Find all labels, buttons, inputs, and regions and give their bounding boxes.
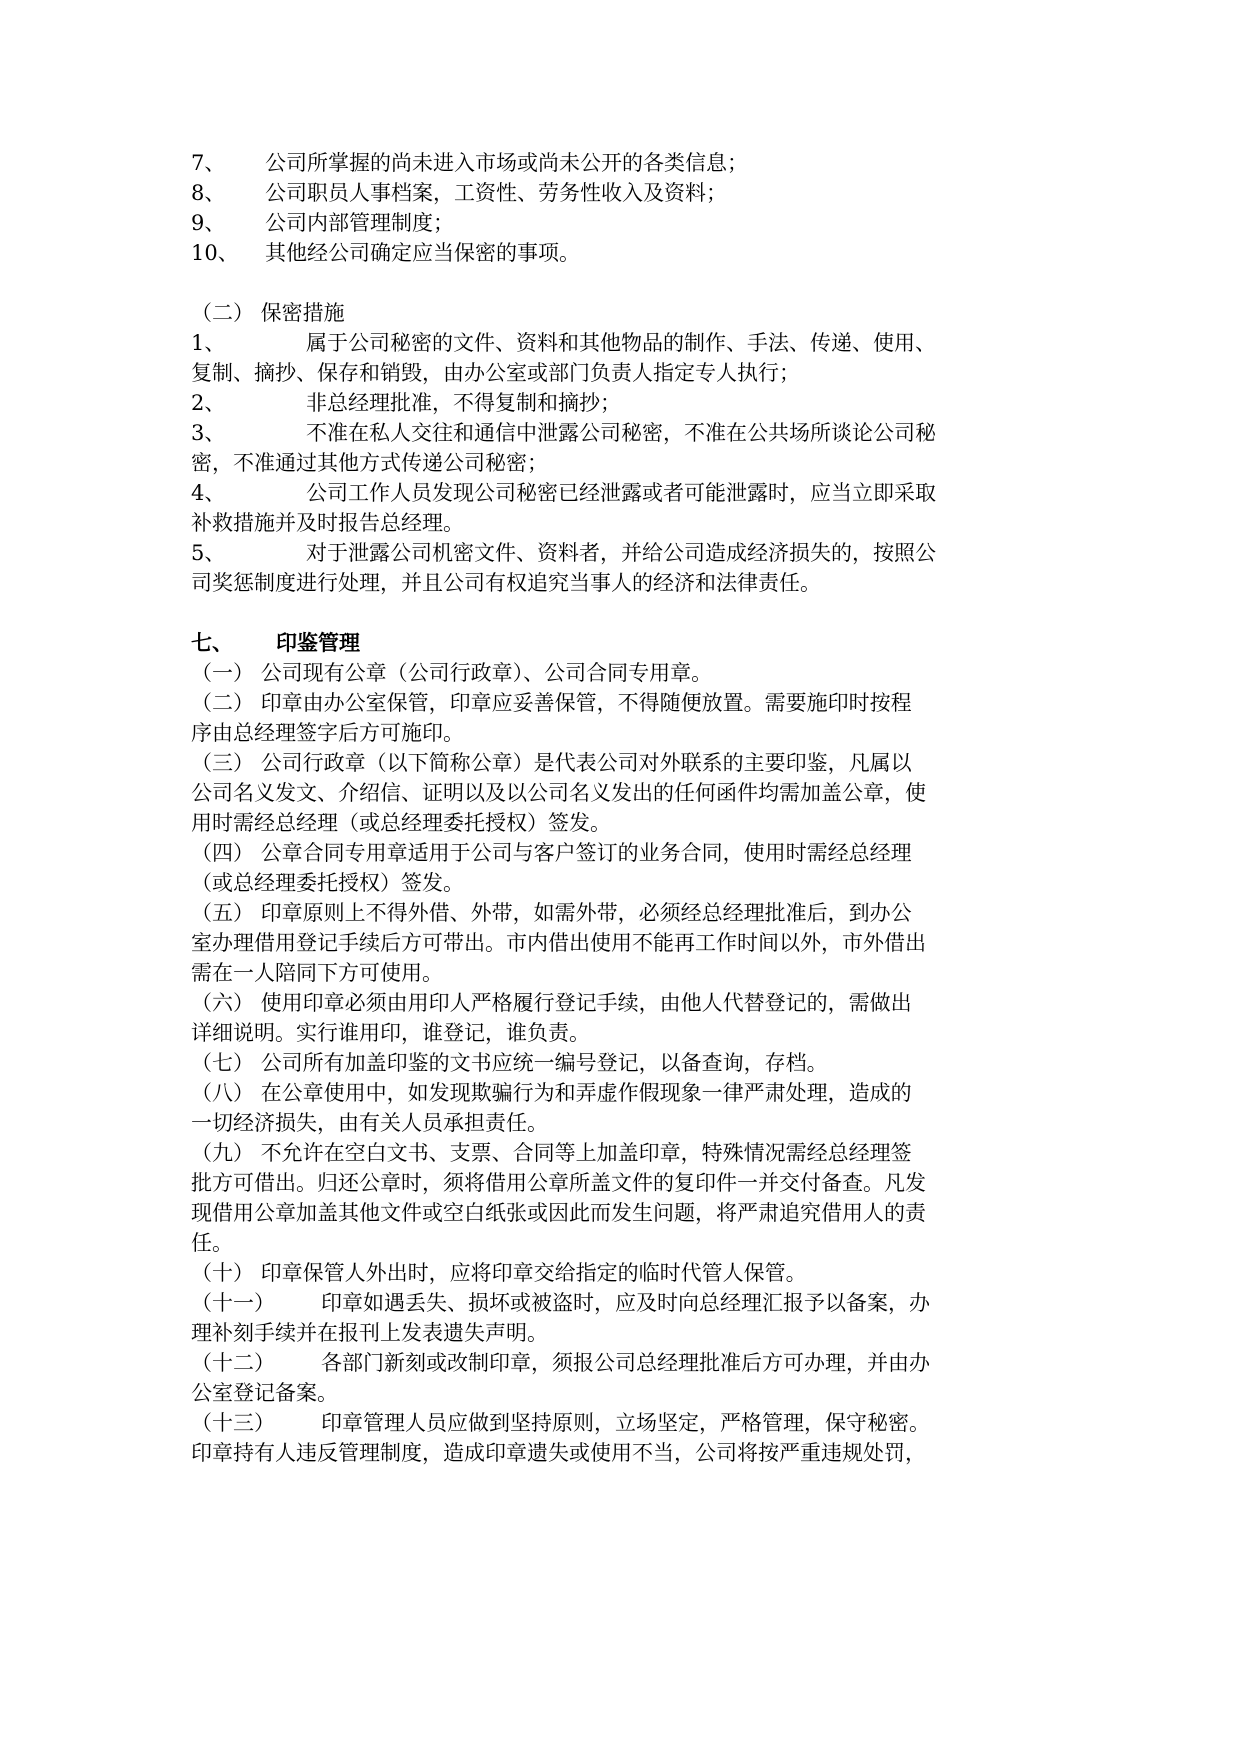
measure-item-number: 1、 xyxy=(191,331,226,355)
measure-item-2-line-1 xyxy=(191,388,1051,418)
list-item-text: 公司内部管理制度； xyxy=(265,211,454,235)
list-item xyxy=(191,148,1051,178)
list-item-number: 8、 xyxy=(191,181,226,205)
measure-item-text: 不准在私人交往和通信中泄露公司秘密，不准在公共场所谈论公司秘 xyxy=(306,421,936,445)
seal-item-number: （十一） xyxy=(191,1291,275,1315)
seal-item-number: （十二） xyxy=(191,1351,275,1375)
seal-paragraph-line: 用时需经总经理（或总经理委托授权）签发。 xyxy=(191,811,611,835)
subsection-heading: （二） 保密措施 xyxy=(191,301,345,325)
seal-paragraph-line: 现借用公章加盖其他文件或空白纸张或因此而发生问题，将严肃追究借用人的责 xyxy=(191,1201,926,1225)
seal-paragraph-line: （四） 公章合同专用章适用于公司与客户签订的业务合同，使用时需经总经理 xyxy=(191,841,912,865)
measure-item-4-line-2: 补救措施并及时报告总经理。 xyxy=(191,511,464,535)
seal-paragraph-line: （一） 公司现有公章（公司行政章）、公司合同专用章。 xyxy=(191,661,713,685)
seal-paragraph-line: 序由总经理签字后方可施印。 xyxy=(191,721,464,745)
section-heading xyxy=(191,628,1051,658)
list-item-number: 7、 xyxy=(191,151,226,175)
seal-item-text: 印章管理人员应做到坚持原则，立场坚定，严格管理，保守秘密。 xyxy=(321,1411,930,1435)
seal-paragraph-line: （或总经理委托授权）签发。 xyxy=(191,871,464,895)
seal-paragraph-line: 一切经济损失，由有关人员承担责任。 xyxy=(191,1111,548,1135)
seal-paragraph-line: （三） 公司行政章（以下简称公章）是代表公司对外联系的主要印鉴，凡属以 xyxy=(191,751,912,775)
measure-item-3-line-2: 密，不准通过其他方式传递公司秘密； xyxy=(191,451,548,475)
measure-item-text: 非总经理批准，不得复制和摘抄； xyxy=(306,391,621,415)
seal-paragraph-line: （二） 印章由办公室保管，印章应妥善保管，不得随便放置。需要施印时按程 xyxy=(191,691,912,715)
seal-numbered-line: 理补刻手续并在报刊上发表遗失声明。 xyxy=(191,1321,548,1345)
seal-paragraph-line: （七） 公司所有加盖印鉴的文书应统一编号登记，以备查询，存档。 xyxy=(191,1051,828,1075)
seal-numbered-line xyxy=(191,1408,1051,1438)
seal-item-text: 各部门新刻或改制印章，须报公司总经理批准后方可办理，并由办 xyxy=(321,1351,930,1375)
seal-paragraph-line: （九） 不允许在空白文书、支票、合同等上加盖印章，特殊情况需经总经理签 xyxy=(191,1141,912,1165)
list-item-text: 公司职员人事档案，工资性、劳务性收入及资料； xyxy=(265,181,727,205)
measure-item-text: 公司工作人员发现公司秘密已经泄露或者可能泄露时，应当立即采取 xyxy=(306,481,936,505)
seal-numbered-line xyxy=(191,1288,1051,1318)
measure-item-4-line-1 xyxy=(191,478,1051,508)
section-number: 七、 xyxy=(191,631,233,655)
blank-line xyxy=(191,268,1051,298)
section-title: 印鉴管理 xyxy=(276,631,360,655)
measure-item-text: 属于公司秘密的文件、资料和其他物品的制作、手法、传递、使用、 xyxy=(306,331,936,355)
measure-item-1-line-1 xyxy=(191,328,1051,358)
seal-paragraph-line: 任。 xyxy=(191,1231,233,1255)
list-item xyxy=(191,238,1051,268)
measure-item-3-line-1 xyxy=(191,418,1051,448)
seal-numbered-line xyxy=(191,1348,1051,1378)
seal-paragraph-line: （八） 在公章使用中，如发现欺骗行为和弄虚作假现象一律严肃处理，造成的 xyxy=(191,1081,912,1105)
seal-paragraph-line: 需在一人陪同下方可使用。 xyxy=(191,961,443,985)
seal-item-number: （十三） xyxy=(191,1411,275,1435)
measure-item-5-line-2: 司奖惩制度进行处理，并且公司有权追究当事人的经济和法律责任。 xyxy=(191,571,821,595)
list-item xyxy=(191,178,1051,208)
seal-item-text: 印章如遇丢失、损坏或被盗时，应及时向总经理汇报予以备案，办 xyxy=(321,1291,930,1315)
measure-item-number: 2、 xyxy=(191,391,226,415)
measure-item-number: 4、 xyxy=(191,481,226,505)
seal-paragraph-line: 公司名义发文、介绍信、证明以及以公司名义发出的任何函件均需加盖公章，使 xyxy=(191,781,926,805)
measure-item-number: 5、 xyxy=(191,541,226,565)
seal-paragraph-line: 室办理借用登记手续后方可带出。市内借出使用不能再工作时间以外，市外借出 xyxy=(191,931,926,955)
seal-paragraph-line: （五） 印章原则上不得外借、外带，如需外带，必须经总经理批准后，到办公 xyxy=(191,901,912,925)
list-item-text: 公司所掌握的尚未进入市场或尚未公开的各类信息； xyxy=(265,151,748,175)
measure-item-5-line-1 xyxy=(191,538,1051,568)
measure-item-text: 对于泄露公司机密文件、资料者，并给公司造成经济损失的，按照公 xyxy=(306,541,936,565)
seal-paragraph-line: 详细说明。实行谁用印，谁登记，谁负责。 xyxy=(191,1021,590,1045)
list-item xyxy=(191,208,1051,238)
seal-numbered-line: 印章持有人违反管理制度，造成印章遗失或使用不当，公司将按严重违规处罚， xyxy=(191,1441,926,1465)
list-item-number: 10、 xyxy=(191,241,239,265)
seal-numbered-line: 公室登记备案。 xyxy=(191,1381,338,1405)
list-item-number: 9、 xyxy=(191,211,226,235)
blank-line xyxy=(191,598,1051,628)
list-item-text: 其他经公司确定应当保密的事项。 xyxy=(265,241,580,265)
seal-paragraph-line: （六） 使用印章必须由用印人严格履行登记手续，由他人代替登记的，需做出 xyxy=(191,991,912,1015)
measure-item-1-line-2: 复制、摘抄、保存和销毁，由办公室或部门负责人指定专人执行； xyxy=(191,361,800,385)
seal-paragraph-line: （十） 印章保管人外出时，应将印章交给指定的临时代管人保管。 xyxy=(191,1261,807,1285)
measure-item-number: 3、 xyxy=(191,421,226,445)
seal-paragraph-line: 批方可借出。归还公章时，须将借用公章所盖文件的复印件一并交付备查。凡发 xyxy=(191,1171,926,1195)
document-page xyxy=(191,148,1051,1468)
